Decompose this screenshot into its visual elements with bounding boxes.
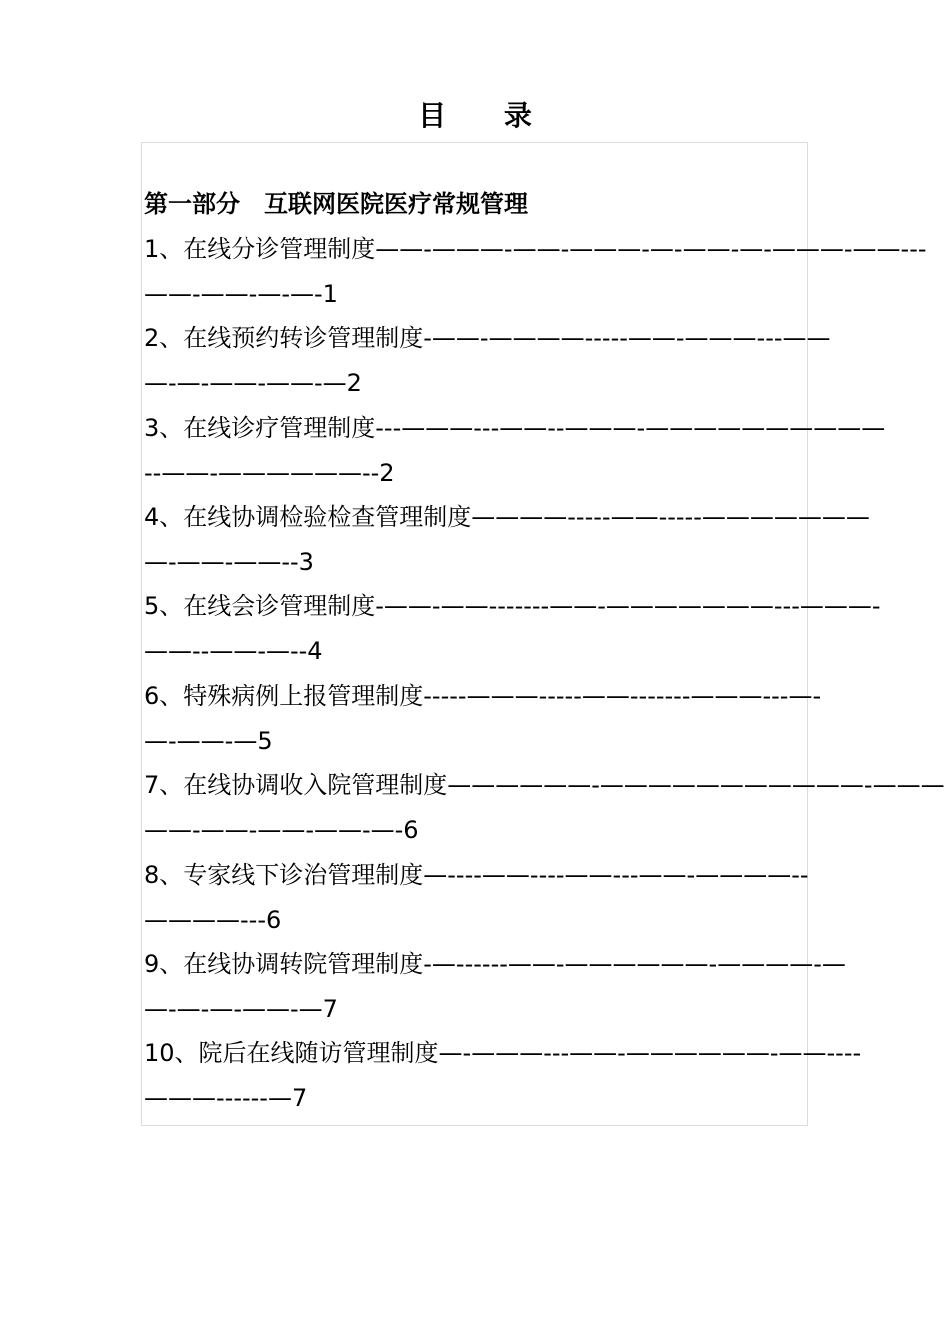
toc-entry[interactable] bbox=[144, 853, 809, 942]
toc-entry[interactable] bbox=[144, 674, 822, 763]
toc-entry-text: 8、专家线下诊治管理制度—----——----——---——-————-- bbox=[144, 861, 809, 889]
toc-entry[interactable] bbox=[144, 584, 881, 673]
section-heading: 第一部分 互联网医院医疗常规管理 bbox=[144, 190, 528, 218]
toc-entry-text: 4、在线协调检验检查管理制度————-----——-----——————— bbox=[144, 503, 870, 531]
toc-entry[interactable] bbox=[144, 316, 831, 405]
toc-entry-leader-page: ————---6 bbox=[144, 905, 282, 934]
toc-entry[interactable] bbox=[144, 406, 886, 495]
toc-entry-leader-page: —-—-—-——-—7 bbox=[144, 994, 338, 1023]
toc-entry-text: 6、特殊病例上报管理制度-----———-----——-------———---—- bbox=[144, 682, 822, 710]
toc-entry-leader-page: --——-——————--2 bbox=[144, 458, 395, 487]
toc-entry-leader-page: —-——-—5 bbox=[144, 726, 273, 755]
toc-entry-text: 10、院后在线随访管理制度—-———---——-——————-——---- bbox=[144, 1039, 862, 1067]
toc-entry-leader-page: ——-——-——-——-—-6 bbox=[144, 815, 419, 844]
toc-entry[interactable] bbox=[144, 495, 870, 584]
toc-entry-text: 9、在线协调转院管理制度-—------——-——————-————-— bbox=[144, 950, 846, 978]
toc-entry-leader-page: —-——-——--3 bbox=[144, 547, 314, 576]
page-title: 目 录 bbox=[418, 99, 556, 132]
toc-entry[interactable] bbox=[144, 942, 846, 1031]
toc-entry-leader-page: ———------—7 bbox=[144, 1083, 308, 1112]
toc-entry[interactable] bbox=[144, 227, 927, 316]
toc-entry-text: 7、在线协调收入院管理制度——————-———————————-——— bbox=[144, 771, 945, 799]
toc-entry[interactable] bbox=[144, 1031, 862, 1120]
toc-entry-text: 1、在线分诊管理制度——-———-——-———-—-——-—-———-——--- bbox=[144, 235, 927, 263]
toc-entry[interactable] bbox=[144, 763, 945, 852]
toc-entry-leader-page: ——-——-—-—-1 bbox=[144, 279, 338, 308]
toc-entry-text: 3、在线诊疗管理制度---———---——--———-—————————— bbox=[144, 414, 886, 442]
toc-entry-leader-page: ——--——-—--4 bbox=[144, 636, 323, 665]
toc-entry-leader-page: —-—-——-——-—2 bbox=[144, 368, 362, 397]
toc-entry-text: 2、在线预约转诊管理制度-——-————-----——-———---—— bbox=[144, 324, 831, 352]
toc-entry-text: 5、在线会诊管理制度-——-——-------——-———————---———- bbox=[144, 592, 881, 620]
